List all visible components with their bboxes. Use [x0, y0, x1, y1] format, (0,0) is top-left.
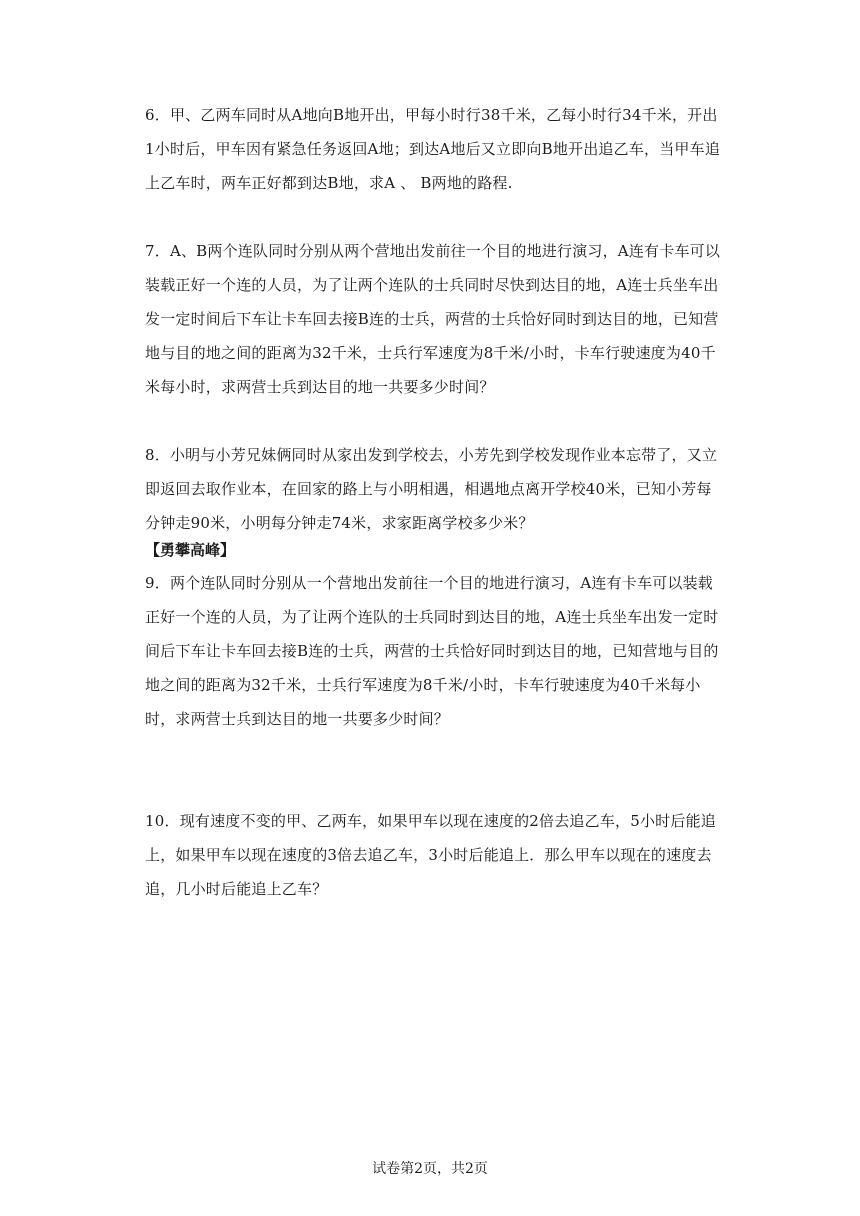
page-footer: 试卷第2页，共2页 [372, 1161, 488, 1177]
problem-number: 9． [145, 574, 170, 592]
problem-text: 现有速度不变的甲、乙两车，如果甲车以现在速度的2倍去追乙车，5小时后能追上，如果甲车以现在速度的3倍去追乙车，3小时后能追上．那么甲车以现在的速度去追，几小时后能追上乙车？ [145, 812, 716, 898]
problem-text: A、B两个连队同时分别从两个营地出发前往一个目的地进行演习，A连有卡车可以装载正好一个连的人员，为了让两个连队的士兵同时尽快到达目的地，A连士兵坐车出发一定时间后下车让卡车回去接B连的士兵，两营的士兵恰好同时到达目的地，已知营地与目的地之间的距离为32千米，士兵行军速度为8千米/小时，卡车行驶速度为40千米每小时，求两营士兵到达目的地一共要多少时间？ [145, 242, 721, 396]
problem-6 [145, 98, 723, 200]
problem-number: 7． [145, 242, 170, 260]
problem-9 [145, 566, 723, 736]
problem-text: 甲、乙两车同时从A地向B地开出，甲每小时行38千米，乙每小时行34千米，开出1小时后，甲车因有紧急任务返回A地；到达A地后又立即向B地开出追乙车，当甲车追上乙车时，两车正好都到达B地，求A 、 B两地的路程. [145, 106, 721, 192]
problem-number: 8． [145, 446, 170, 464]
problem-8 [145, 438, 723, 540]
problem-7 [145, 234, 723, 404]
problem-text: 小明与小芳兄妹俩同时从家出发到学校去，小芳先到学校发现作业本忘带了，又立即返回去取作业本，在回家的路上与小明相遇，相遇地点离开学校40米，已知小芳每分钟走90米，小明每分钟走74米，求家距离学校多少米？ [145, 446, 718, 532]
problem-number: 10． [145, 812, 180, 830]
section-heading: 【勇攀高峰】 [145, 541, 236, 559]
problem-text: 两个连队同时分别从一个营地出发前往一个目的地进行演习，A连有卡车可以装载正好一个连的人员，为了让两个连队的士兵同时到达目的地，A连士兵坐车出发一定时间后下车让卡车回去接B连的士兵，两营的士兵恰好同时到达目的地，已知营地与目的地之间的距离为32千米，士兵行军速度为8千米/小时，卡车行驶速度为40千米每小时，求两营士兵到达目的地一共要多少时间？ [145, 574, 719, 728]
problem-10 [145, 804, 723, 906]
problem-number: 6． [145, 106, 170, 124]
